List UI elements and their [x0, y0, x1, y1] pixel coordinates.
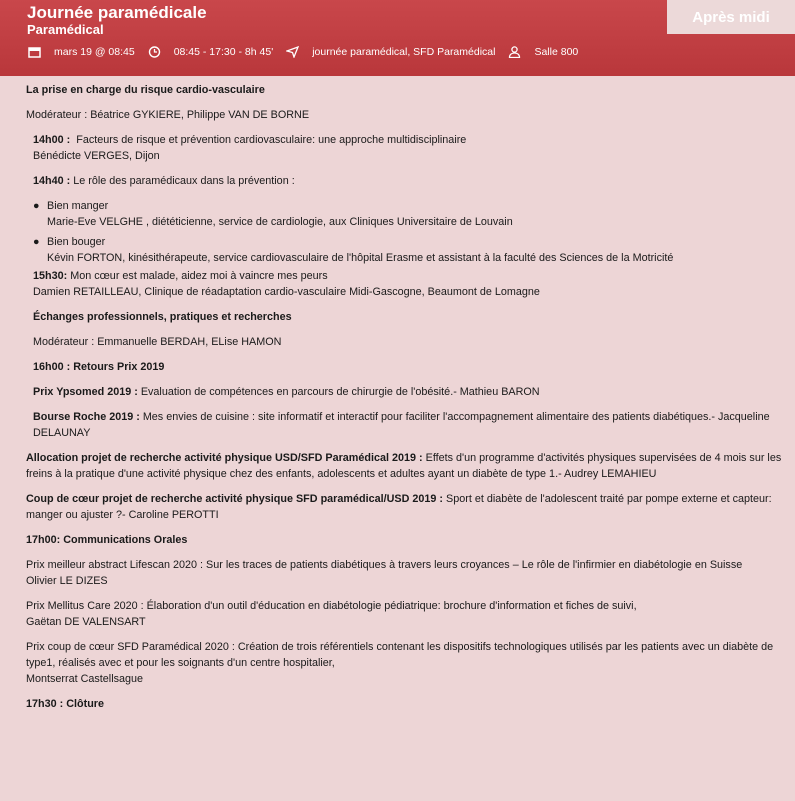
- location-arrow-icon: [286, 46, 299, 58]
- prize-item: Allocation projet de recherche activité physique USD/SFD Paramédical 2019 : Effets d'un programme d'activités physiques supervisées de 4 mois sur les freins à la pratique d'une activité physique chez des enfants, adolescents et adultes ayant un diabète de type 1.- Audrey LEMAHIEU: [26, 452, 782, 480]
- talk-item: 17h30 : Clôture: [26, 698, 104, 710]
- bullet-icon: ●: [33, 200, 40, 212]
- event-category: Paramédical: [27, 22, 104, 37]
- event-title: Journée paramédicale: [27, 3, 207, 22]
- communication-item: Prix coup de cœur SFD Paramédical 2020 : Création de trois référentiels contenant les dispositifs technologiques utilisés par les patients avec un diabète de type1, réalisés avec et pour les soignants d'un centre hospitalier, Montserrat Castellsague: [26, 641, 774, 685]
- talk-item: 14h40 : Le rôle des paramédicaux dans la prévention :: [33, 175, 295, 187]
- event-header: [0, 0, 795, 76]
- session-badge: Après midi: [667, 0, 795, 34]
- prize-item: Bourse Roche 2019 : Mes envies de cuisine : site informatif et interactif pour faciliter l'accompagnement alimentaire des patients diabétiques.- Jacqueline DELAUNAY: [33, 411, 770, 439]
- calendar-icon: [28, 46, 41, 58]
- moderators: Modérateur : Emmanuelle BERDAH, ELise HAMON: [33, 336, 282, 348]
- bullet-icon: ●: [33, 236, 40, 248]
- list-item: ● Bien manger Marie-Eve VELGHE , diététicienne, service de cardiologie, aux Cliniques Universitaire de Louvain: [33, 200, 513, 228]
- section-title: La prise en charge du risque cardio-vasculaire: [26, 84, 265, 96]
- event-date: mars 19 @ 08:45: [54, 46, 135, 58]
- event-room: Salle 800: [534, 46, 579, 58]
- communication-item: Prix meilleur abstract Lifescan 2020 : Sur les traces de patients diabétiques à travers leurs croyances – Le rôle de l'infirmier en diabétologie en Suisse Olivier LE DIZES: [26, 559, 743, 587]
- talk-item: 15h30: Mon cœur est malade, aidez moi à vaincre mes peurs Damien RETAILLEAU, Clinique de réadaptation cardio-vasculaire Midi-Gascogne, Beaumont de Lomagne: [33, 270, 540, 298]
- program-content: [0, 76, 795, 801]
- prize-item: Coup de cœur projet de recherche activité physique SFD paramédical/USD 2019 : Sport et diabète de l'adolescent traité par pompe externe et capteur: manger ou ajuster ?- Caroline PEROTTI: [26, 493, 772, 521]
- section-title: Échanges professionnels, pratiques et recherches: [33, 311, 292, 323]
- talk-item: 17h00: Communications Orales: [26, 534, 188, 546]
- clock-icon: [148, 46, 161, 58]
- prize-item: Prix Ypsomed 2019 : Evaluation de compétences en parcours de chirurgie de l'obésité.- Mathieu BARON: [33, 386, 540, 398]
- communication-item: Prix Mellitus Care 2020 : Élaboration d'un outil d'éducation en diabétologie pédiatrique: brochure d'information et fiches de suivi, Gaëtan DE VALENSART: [26, 600, 637, 628]
- moderators: Modérateur : Béatrice GYKIERE, Philippe VAN DE BORNE: [26, 109, 310, 121]
- talk-item: 16h00 : Retours Prix 2019: [33, 361, 165, 373]
- event-meta: [28, 46, 591, 58]
- list-item: ● Bien bouger Kévin FORTON, kinésithérapeute, service cardiovasculaire de l'hôpital Erasme et assistant à la faculté des Sciences de la Motricité: [33, 236, 674, 264]
- event-time: 08:45 - 17:30 - 8h 45': [173, 46, 274, 58]
- talk-item: 14h00 : Facteurs de risque et prévention cardiovasculaire: une approche multidisciplinaire Bénédicte VERGES, Dijon: [33, 134, 467, 162]
- event-location[interactable]: journée paramédical, SFD Paramédical: [312, 46, 496, 58]
- user-icon: [508, 46, 521, 58]
